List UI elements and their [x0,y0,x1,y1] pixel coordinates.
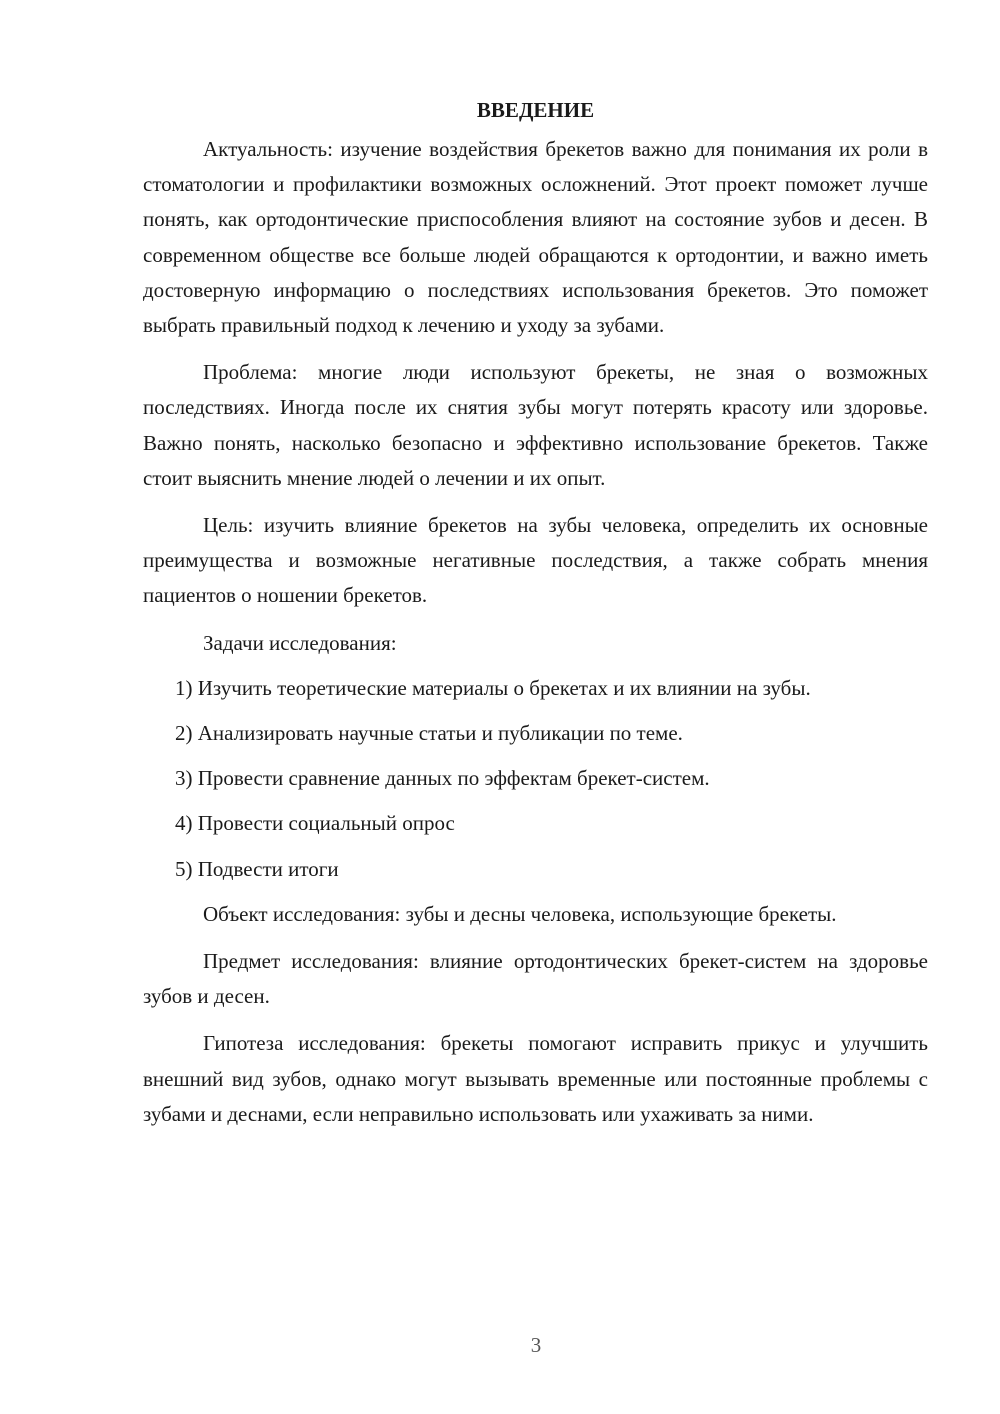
relevance-paragraph: Актуальность: изучение воздействия брекетов важно для понимания их роли в стоматологии и профилактики возможных осложнений. Этот проект поможет лучше понять, как ортодонтические приспособления влияют на состояние зубов и десен. В современном обществе все больше людей обращаются к ортодонтии, и важно иметь достоверную информацию о последствиях использования брекетов. Это поможет выбрать правильный подход к лечению и уходу за зубами. [143,137,928,338]
tasks-list [143,671,928,887]
document-page [143,92,928,1144]
object-paragraph: Объект исследования: зубы и десны человека, использующие брекеты. [203,901,837,926]
task-item: 3) Провести сравнение данных по эффектам брекет-систем. [175,766,710,791]
hypothesis-paragraph: Гипотеза исследования: брекеты помогают исправить прикус и улучшить внешний вид зубов, однако могут вызывать временные или постоянные проблемы с зубами и деснами, если неправильно использовать или ухаживать за ними. [143,1031,928,1126]
task-item: 1) Изучить теоретические материалы о брекетах и их влиянии на зубы. [175,675,811,700]
task-item: 5) Подвести итоги [175,856,339,881]
tasks-heading: Задачи исследования: [203,630,397,655]
section-title: ВВЕДЕНИЕ [476,98,595,122]
page-number: 3 [530,1333,542,1357]
task-item: 2) Анализировать научные статьи и публикации по теме. [175,721,683,746]
problem-paragraph: Проблема: многие люди используют брекеты, не зная о возможных последствиях. Иногда после их снятия зубы могут потерять красоту или здоровье. Важно понять, насколько безопасно и эффективно использование брекетов. Также стоит выяснить мнение людей о лечении и их опыт. [143,360,928,490]
goal-paragraph: Цель: изучить влияние брекетов на зубы человека, определить их основные преимущества и возможные негативные последствия, а также собрать мнения пациентов о ношении брекетов. [143,513,928,608]
subject-paragraph: Предмет исследования: влияние ортодонтических брекет-систем на здоровье зубов и десен. [143,949,928,1009]
task-item: 4) Провести социальный опрос [175,811,455,836]
